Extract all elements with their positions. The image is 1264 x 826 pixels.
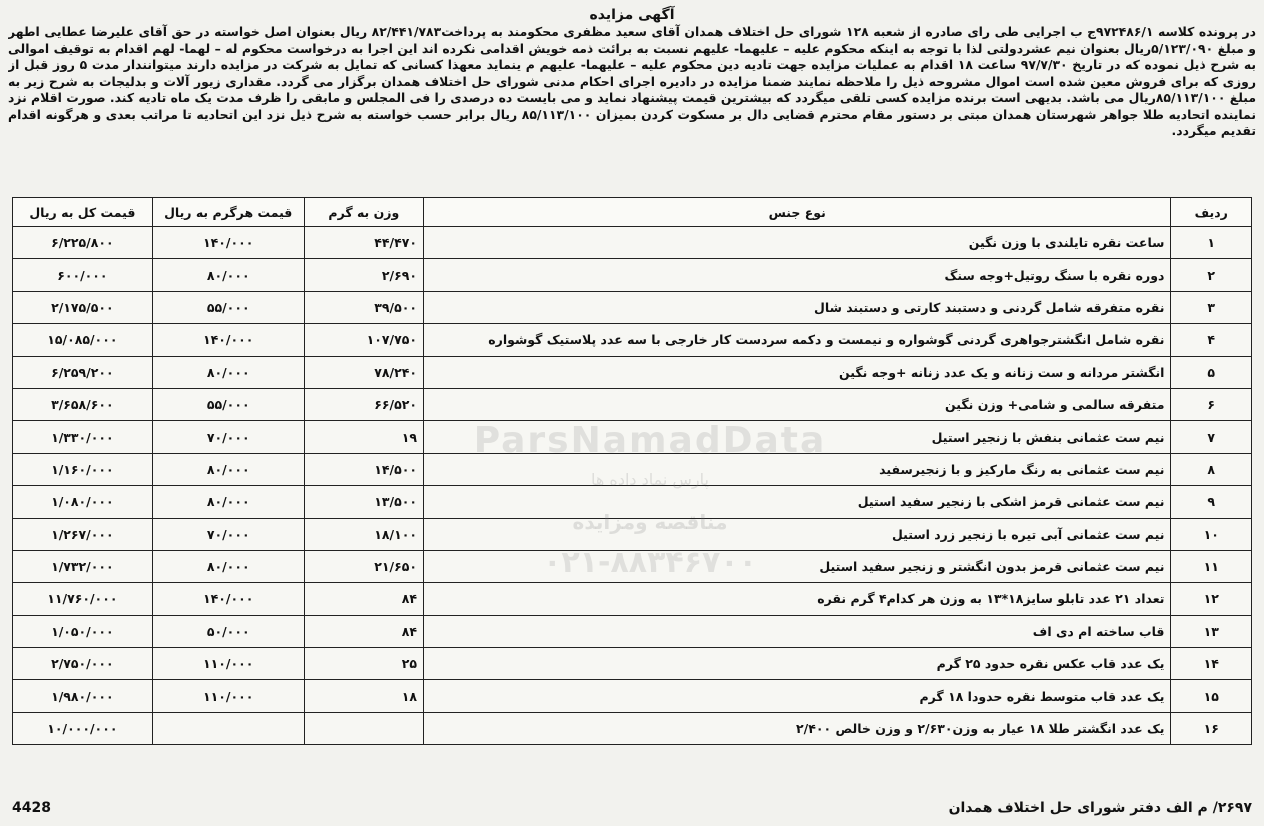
table-row	[13, 583, 1252, 615]
total-price: ۱۱/۷۶۰/۰۰۰	[13, 583, 153, 615]
total-price: ۱/۳۳۰/۰۰۰	[13, 421, 153, 453]
header-total-price: قیمت کل به ریال	[13, 198, 153, 227]
row-number: ۱۳	[1171, 615, 1252, 647]
item-weight: ۱۹	[304, 421, 423, 453]
item-type: نیم ست عثمانی قرمز اشکی با زنجیر سفید استیل	[423, 486, 1170, 518]
item-type: نقره متفرقه شامل گردنی و دستبند کارتی و دستبند شال	[423, 291, 1170, 323]
table-row	[13, 615, 1252, 647]
total-price: ۱۵/۰۸۵/۰۰۰	[13, 324, 153, 356]
row-number: ۳	[1171, 291, 1252, 323]
unit-price: ۸۰/۰۰۰	[152, 453, 304, 485]
table-row	[13, 356, 1252, 388]
row-number: ۱۶	[1171, 712, 1252, 744]
item-weight: ۱۸	[304, 680, 423, 712]
unit-price: ۸۰/۰۰۰	[152, 259, 304, 291]
table-header-row	[13, 198, 1252, 227]
row-number: ۱۱	[1171, 550, 1252, 582]
item-weight: ۱۸/۱۰۰	[304, 518, 423, 550]
item-type: نیم ست عثمانی قرمز بدون انگشتر و زنجیر سفید استیل	[423, 550, 1170, 582]
footer-code: 4428	[12, 800, 51, 816]
table-row	[13, 550, 1252, 582]
item-type: نقره شامل انگشترجواهری گردنی گوشواره و نیمست و دکمه سردست کار خارجی با سه عدد پلاستیک گوشواره	[423, 324, 1170, 356]
item-weight: ۸۴	[304, 615, 423, 647]
row-number: ۹	[1171, 486, 1252, 518]
item-type: انگشتر مردانه و ست زنانه و یک عدد زنانه +وجه نگین	[423, 356, 1170, 388]
total-price: ۱/۰۵۰/۰۰۰	[13, 615, 153, 647]
item-type: یک عدد قاب متوسط نقره حدودا ۱۸ گرم	[423, 680, 1170, 712]
unit-price	[152, 712, 304, 744]
table-row	[13, 712, 1252, 744]
table-row	[13, 680, 1252, 712]
total-price: ۱/۰۸۰/۰۰۰	[13, 486, 153, 518]
table-row	[13, 421, 1252, 453]
item-type: یک عدد قاب عکس نقره حدود ۲۵ گرم	[423, 648, 1170, 680]
unit-price: ۱۱۰/۰۰۰	[152, 648, 304, 680]
unit-price: ۵۵/۰۰۰	[152, 388, 304, 420]
footer	[12, 800, 1252, 822]
watermark-sub: پارس نماد داده ها	[591, 470, 709, 489]
item-type: قاب ساخته ام دی اف	[423, 615, 1170, 647]
unit-price: ۸۰/۰۰۰	[152, 550, 304, 582]
item-weight: ۲۵	[304, 648, 423, 680]
row-number: ۲	[1171, 259, 1252, 291]
unit-price: ۷۰/۰۰۰	[152, 518, 304, 550]
header-weight: وزن به گرم	[304, 198, 423, 227]
table-row	[13, 388, 1252, 420]
unit-price: ۱۴۰/۰۰۰	[152, 227, 304, 259]
unit-price: ۵۰/۰۰۰	[152, 615, 304, 647]
row-number: ۴	[1171, 324, 1252, 356]
row-number: ۷	[1171, 421, 1252, 453]
total-price: ۳/۶۵۸/۶۰۰	[13, 388, 153, 420]
unit-price: ۱۴۰/۰۰۰	[152, 324, 304, 356]
item-weight: ۴۴/۴۷۰	[304, 227, 423, 259]
row-number: ۵	[1171, 356, 1252, 388]
item-type: دوره نقره با سنگ روتیل+وجه سنگ	[423, 259, 1170, 291]
item-type: نیم ست عثمانی به رنگ مارکیز و با زنجیرسفید	[423, 453, 1170, 485]
notice-body: در پرونده کلاسه ۹۷۲۴۸۶/۱ج ب اجرایی طی رای صادره از شعبه ۱۲۸ شورای حل اختلاف همدان آقای سعید مظفری محکومند به پرداخت۸۲/۴۴۱/۷۸۳ ریال بعنوان اصل خواسته در حق آقای علیرضا عطایی اطهر و مبلغ ۵/۱۲۳/۰۹۰ریال بعنوان نیم عشردولتی لذا با توجه به اینکه محکوم علیه – علیهما- علیهم نسبت به برائت ذمه خویش اقدامی نکرده اند این اجرا به درخواست محکوم له – لهما- لهم اقدام به توقیف اموالی به شرح ذیل نموده که در تاریخ ۹۷/۷/۳۰ ساعت ۱۸ اقدام به عملیات مزایده جهت تادیه دین محکوم علیه – علیهما- علیهم م ینماید معهذا کسانی که تمایل به شرکت در مزایده دارند میتوانندار مدت ۵ روز قبل از روزی که برای فروش معین شده است اموال مشروحه ذیل را ملاحظه نمایند ضمنا مزایده در دادیره اجرای احکام مدنی شورای حل اختلاف همدان برگزار می گردد. مقداری زیور آلات و بدلیجات به شرح زیر به مبلغ ۸۵/۱۱۳/۱۰۰ریال می باشد. بدیهی است برنده مزایده کسی تلقی میگردد که بیشترین قیمت پیشنهاد نماید و می بایست ده درصدی را فی المجلس و مابقی را ظرف مدت یک ماه تادیه کند. صورت اقلام نزد نماینده اتحادیه طلا جواهر شهرستان همدان مبتی بر دستور مقام محترم قضایی دال بر مسکوت کردن بمیزان ۸۵/۱۱۳/۱۰۰ ریال برابر حسب خواسته به شرح ذیل نزد این اتحادیه تا مراتب بعدی و هرگونه اقدام تقدیم میگردد.	[8, 24, 1256, 138]
total-price: ۶۰۰/۰۰۰	[13, 259, 153, 291]
header-unit-price: قیمت هرگرم به ریال	[152, 198, 304, 227]
total-price: ۱/۱۶۰/۰۰۰	[13, 453, 153, 485]
item-weight: ۶۶/۵۲۰	[304, 388, 423, 420]
items-table	[12, 197, 1252, 745]
row-number: ۸	[1171, 453, 1252, 485]
row-number: ۱۲	[1171, 583, 1252, 615]
item-weight	[304, 712, 423, 744]
table-row	[13, 291, 1252, 323]
total-price: ۱/۲۶۷/۰۰۰	[13, 518, 153, 550]
item-type: نیم ست عثمانی آبی تیره با زنجیر زرد استیل	[423, 518, 1170, 550]
item-weight: ۱۰۷/۷۵۰	[304, 324, 423, 356]
item-weight: ۳۹/۵۰۰	[304, 291, 423, 323]
unit-price: ۵۵/۰۰۰	[152, 291, 304, 323]
item-weight: ۱۴/۵۰۰	[304, 453, 423, 485]
item-weight: ۲۱/۶۵۰	[304, 550, 423, 582]
total-price: ۲/۱۷۵/۵۰۰	[13, 291, 153, 323]
unit-price: ۸۰/۰۰۰	[152, 486, 304, 518]
item-type: نیم ست عثمانی بنفش با زنجیر استیل	[423, 421, 1170, 453]
header-item-type: نوع جنس	[423, 198, 1170, 227]
footer-office: ۲۶۹۷/ م الف دفتر شورای حل اختلاف همدان	[948, 800, 1252, 816]
row-number: ۱	[1171, 227, 1252, 259]
row-number: ۱۵	[1171, 680, 1252, 712]
item-weight: ۱۳/۵۰۰	[304, 486, 423, 518]
row-number: ۱۰	[1171, 518, 1252, 550]
unit-price: ۸۰/۰۰۰	[152, 356, 304, 388]
table-row	[13, 259, 1252, 291]
row-number: ۶	[1171, 388, 1252, 420]
table-body	[13, 227, 1252, 745]
row-number: ۱۴	[1171, 648, 1252, 680]
table-row	[13, 518, 1252, 550]
unit-price: ۷۰/۰۰۰	[152, 421, 304, 453]
item-weight: ۲/۶۹۰	[304, 259, 423, 291]
item-weight: ۸۴	[304, 583, 423, 615]
item-weight: ۷۸/۲۴۰	[304, 356, 423, 388]
item-type: ساعت نقره تایلندی با وزن نگین	[423, 227, 1170, 259]
total-price: ۱/۷۳۲/۰۰۰	[13, 550, 153, 582]
table-row	[13, 453, 1252, 485]
total-price: ۱/۹۸۰/۰۰۰	[13, 680, 153, 712]
unit-price: ۱۱۰/۰۰۰	[152, 680, 304, 712]
table-row	[13, 227, 1252, 259]
item-type: متفرقه سالمی و شامی+ وزن نگین	[423, 388, 1170, 420]
total-price: ۶/۲۵۹/۲۰۰	[13, 356, 153, 388]
table-row	[13, 486, 1252, 518]
table-row	[13, 648, 1252, 680]
item-type: یک عدد انگشتر طلا ۱۸ عیار به وزن۲/۶۳۰ و وزن خالص ۲/۴۰۰	[423, 712, 1170, 744]
unit-price: ۱۴۰/۰۰۰	[152, 583, 304, 615]
total-price: ۲/۷۵۰/۰۰۰	[13, 648, 153, 680]
notice-title: آگهی مزایده	[589, 7, 675, 23]
total-price: ۶/۲۲۵/۸۰۰	[13, 227, 153, 259]
watermark-sub2: مناقصه ومزایده	[572, 510, 728, 534]
header-row-number: ردیف	[1171, 198, 1252, 227]
item-type: تعداد ۲۱ عدد تابلو سایز۱۸*۱۳ به وزن هر کدام۴ گرم نقره	[423, 583, 1170, 615]
total-price: ۱۰/۰۰۰/۰۰۰	[13, 712, 153, 744]
table-row	[13, 324, 1252, 356]
